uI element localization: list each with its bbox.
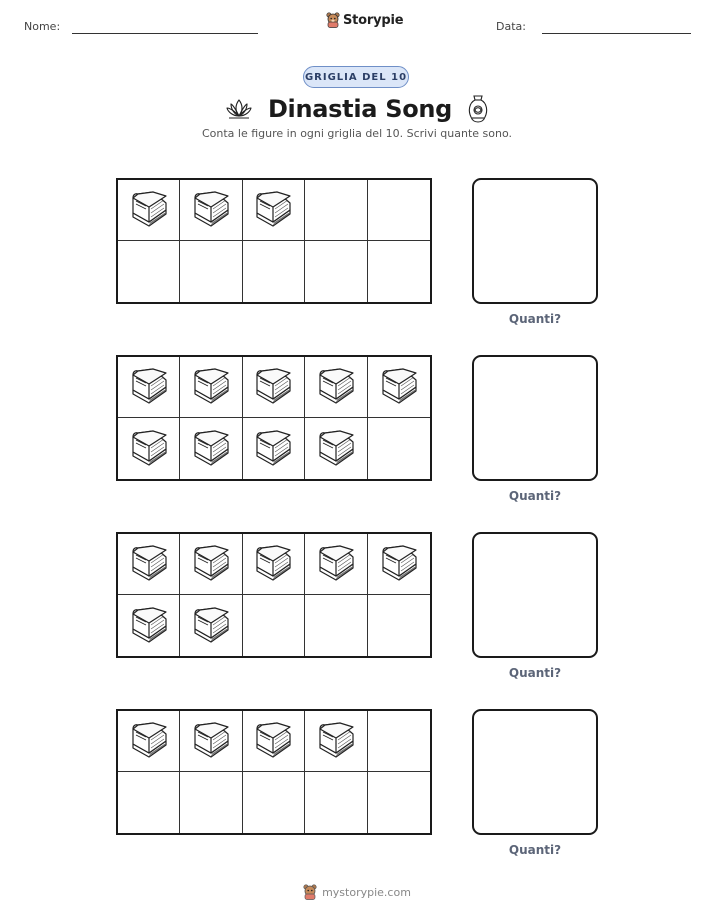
- ten-frame-cell: [305, 534, 367, 595]
- ten-frame-cell: [305, 418, 367, 479]
- book-icon: [129, 428, 169, 470]
- ten-frame-cell: [243, 357, 305, 418]
- book-icon: [191, 605, 231, 647]
- ten-frame-1: [116, 178, 432, 304]
- answer-box-1[interactable]: [472, 178, 598, 304]
- ten-frame-cell: [368, 357, 430, 418]
- date-label: Data:: [496, 20, 526, 33]
- book-icon: [379, 543, 419, 585]
- instructions: Conta le figure in ogni griglia del 10. Scrivi quante sono.: [201, 127, 512, 140]
- book-icon: [191, 428, 231, 470]
- book-icon: [129, 366, 169, 408]
- answer-label-1: Quanti?: [508, 312, 562, 326]
- ten-frame-cell: [180, 595, 242, 656]
- worksheet-type-badge: GRIGLIA DEL 10: [303, 66, 409, 88]
- ten-frame-cell: [118, 534, 180, 595]
- ten-frame-cell: [118, 418, 180, 479]
- book-icon: [379, 366, 419, 408]
- ten-frame-cell: [243, 241, 305, 302]
- vase-icon: [466, 94, 490, 124]
- answer-label-4: Quanti?: [508, 843, 562, 857]
- book-icon: [129, 189, 169, 231]
- ten-frame-cell: [180, 418, 242, 479]
- ten-frame-cell: [118, 180, 180, 241]
- ten-frame-cell: [243, 534, 305, 595]
- title-row: [0, 92, 714, 126]
- ten-frame-cell: [305, 772, 367, 833]
- footer-url: mystorypie.com: [322, 885, 411, 899]
- book-icon: [191, 366, 231, 408]
- ten-frame-cell: [368, 418, 430, 479]
- ten-frame-cell: [305, 357, 367, 418]
- ten-frame-cell: [180, 357, 242, 418]
- ten-frame-cell: [305, 180, 367, 241]
- book-icon: [316, 543, 356, 585]
- footer: [0, 884, 714, 900]
- ten-frame-cell: [118, 772, 180, 833]
- ten-frame-cell: [243, 595, 305, 656]
- book-icon: [253, 720, 293, 762]
- ten-frame-cell: [118, 595, 180, 656]
- ten-frame-cell: [180, 534, 242, 595]
- book-icon: [191, 189, 231, 231]
- book-icon: [316, 720, 356, 762]
- ten-frame-cell: [180, 241, 242, 302]
- ten-frame-cell: [118, 241, 180, 302]
- ten-frame-cell: [118, 711, 180, 772]
- ten-frame-cell: [368, 595, 430, 656]
- book-icon: [129, 543, 169, 585]
- ten-frame-2: [116, 355, 432, 481]
- book-icon: [129, 720, 169, 762]
- brand-name: Storypie: [343, 12, 404, 28]
- ten-frame-cell: [368, 711, 430, 772]
- book-icon: [191, 543, 231, 585]
- lotus-icon: [224, 97, 254, 121]
- ten-frame-cell: [180, 180, 242, 241]
- bear-mascot-icon: [303, 884, 317, 900]
- book-icon: [129, 605, 169, 647]
- ten-frame-cell: [180, 711, 242, 772]
- ten-frame-3: [116, 532, 432, 658]
- ten-frame-cell: [180, 772, 242, 833]
- ten-frame-cell: [243, 772, 305, 833]
- bear-mascot-icon: [326, 12, 340, 28]
- ten-frame-cell: [243, 418, 305, 479]
- ten-frame-cell: [368, 772, 430, 833]
- book-icon: [316, 428, 356, 470]
- ten-frame-cell: [368, 534, 430, 595]
- book-icon: [253, 543, 293, 585]
- ten-frame-cell: [368, 241, 430, 302]
- book-icon: [253, 366, 293, 408]
- ten-frame-cell: [243, 711, 305, 772]
- brand-logo: [326, 12, 403, 28]
- name-field[interactable]: [72, 33, 258, 34]
- book-icon: [191, 720, 231, 762]
- answer-box-4[interactable]: [472, 709, 598, 835]
- date-field[interactable]: [542, 33, 691, 34]
- name-label: Nome:: [24, 20, 61, 33]
- book-icon: [253, 428, 293, 470]
- book-icon: [253, 189, 293, 231]
- book-icon: [316, 366, 356, 408]
- ten-frame-cell: [368, 180, 430, 241]
- answer-box-2[interactable]: [472, 355, 598, 481]
- ten-frame-cell: [305, 711, 367, 772]
- answer-label-2: Quanti?: [508, 489, 562, 503]
- answer-label-3: Quanti?: [508, 666, 562, 680]
- answer-box-3[interactable]: [472, 532, 598, 658]
- ten-frame-cell: [305, 241, 367, 302]
- ten-frame-4: [116, 709, 432, 835]
- ten-frame-cell: [305, 595, 367, 656]
- ten-frame-cell: [118, 357, 180, 418]
- ten-frame-cell: [243, 180, 305, 241]
- page-title: Dinastia Song: [267, 95, 453, 123]
